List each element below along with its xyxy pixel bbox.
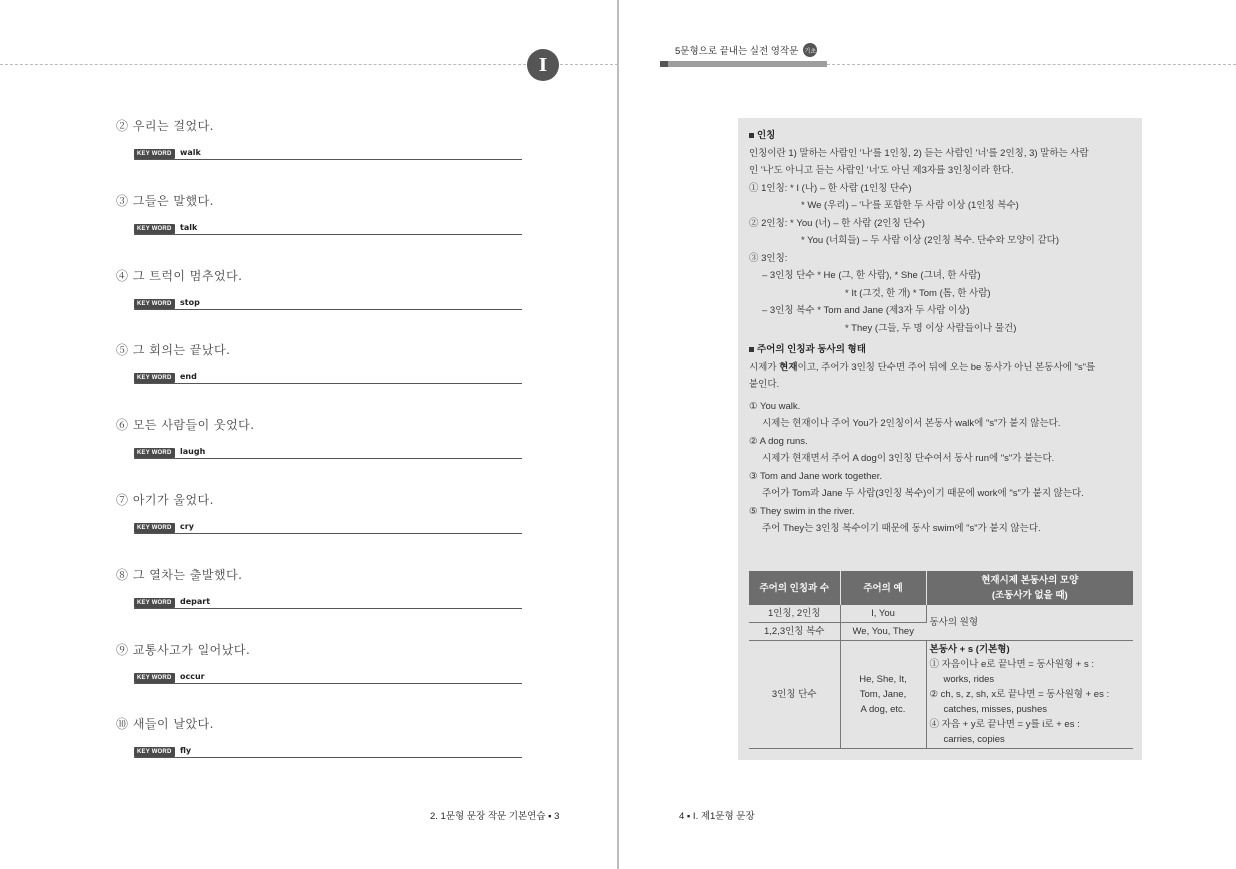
- person-line: * They (그들, 두 명 이상 사람들이나 물건): [845, 322, 1017, 334]
- exercise-item: [116, 715, 526, 756]
- paragraph-line: 시제가 현재이고, 주어가 3인칭 단수면 주어 뒤에 오는 be 동사가 아닌 본동사에 "s"를: [749, 361, 1096, 373]
- keyword: end: [180, 372, 197, 382]
- table-header: 현재시제 본동사의 모양 (조동사가 없을 때): [926, 571, 1133, 605]
- table-cell: 동사의 원형: [926, 605, 1133, 641]
- page-footer: 2. 1문형 문장 작문 기본연습 ▪ 3: [430, 811, 560, 822]
- table-cell: 1인칭, 2인칭: [749, 605, 840, 623]
- exercise-item: [116, 416, 526, 457]
- example-note: 시제는 현재이나 주어 You가 2인칭이서 본동사 walk에 "s"가 붙지 않는다.: [762, 418, 1061, 429]
- header-rule: [827, 64, 1236, 65]
- exercise-question: ⑥ 모든 사람들이 웃었다.: [116, 418, 255, 433]
- answer-line[interactable]: [134, 746, 522, 758]
- paragraph-line: 붙인다.: [749, 379, 780, 390]
- answer-line[interactable]: [134, 447, 522, 459]
- table-header-row: [749, 571, 1133, 605]
- example-sentence: ① You walk.: [749, 400, 801, 412]
- person-line: * We (우리) – '나'를 포함한 두 사람 이상 (1인칭 복수): [801, 200, 1019, 211]
- keyword-tag: KEY WORD: [134, 373, 175, 383]
- example-note: 시제가 현재면서 주어 A dog이 3인칭 단수여서 동사 run에 "s"가 붙는다.: [762, 453, 1055, 464]
- header-bar: [660, 61, 827, 67]
- paragraph-line: 인칭이란 1) 말하는 사람인 '나'를 1인칭, 2) 듣는 사람인 '너'를 2인칭, 3) 말하는 사람: [749, 147, 1089, 159]
- exercise-item: [116, 641, 526, 681]
- table-cell: 1,2,3인칭 복수: [749, 623, 840, 641]
- keyword: occur: [180, 671, 205, 681]
- person-line: – 3인칭 단수 * He (그, 한 사람), * She (그녀, 한 사람): [762, 270, 981, 281]
- exercise-question: ⑩ 새들이 날았다.: [116, 717, 214, 732]
- person-line: – 3인칭 복수 * Tom and Jane (제3자 두 사람 이상): [762, 305, 970, 316]
- answer-line[interactable]: [134, 148, 522, 160]
- grammar-box: [738, 118, 1142, 760]
- person-line: * It (그것, 한 개) * Tom (톰, 한 사람): [845, 287, 991, 299]
- answer-line[interactable]: [134, 597, 522, 609]
- header-bar-accent: [660, 61, 668, 67]
- keyword: talk: [180, 222, 198, 232]
- example-sentence: ⑤ They swim in the river.: [749, 505, 855, 517]
- exercise-question: ② 우리는 걸었다.: [116, 119, 214, 133]
- paragraph-line: 인 '나'도 아니고 듣는 사람인 '너'도 아닌 제3자를 3인칭이라 한다.: [749, 165, 1014, 176]
- table-cell: He, She, It, Tom, Jane, A dog, etc.: [840, 641, 926, 749]
- keyword: stop: [180, 297, 200, 307]
- keyword-tag: KEY WORD: [134, 747, 175, 757]
- keyword: walk: [180, 148, 201, 157]
- exercise-question: ⑧ 그 열차는 출발했다.: [116, 567, 243, 582]
- answer-line[interactable]: [134, 372, 522, 384]
- exercise-item: [116, 192, 526, 232]
- exercise-item: [116, 117, 526, 157]
- exercise-item: [116, 566, 526, 606]
- table-cell: 본동사 + s (기본형) ① 자음이나 e로 끝나면 = 동사원형 + s : works, rides ② ch, s, z, sh, x로 끝나면 = 동사원형 + es : catches, misses, pushes ④ 자음 + y로 끝나면 = y를 i로 + es : carries, copies: [926, 641, 1133, 749]
- section-heading: 인칭: [749, 127, 1132, 145]
- person-line: ① 1인칭: * I (나) – 한 사람 (1인칭 단수): [749, 182, 912, 194]
- answer-line[interactable]: [134, 522, 522, 534]
- example-sentence: ② A dog runs.: [749, 435, 808, 447]
- answer-line[interactable]: [134, 672, 522, 684]
- exercise-item: [116, 341, 526, 382]
- person-line: * You (너희들) – 두 사람 이상 (2인칭 복수. 단수와 모양이 같다): [801, 235, 1059, 246]
- example-note: 주어가 Tom과 Jane 두 사람(3인칭 복수)이기 때문에 work에 "s"가 붙지 않는다.: [762, 488, 1084, 499]
- exercise-question: ③ 그들은 말했다.: [116, 193, 214, 208]
- table-row: [749, 605, 1133, 623]
- exercise-question: ④ 그 트럭이 멈추었다.: [116, 268, 243, 283]
- table-header: 주어의 예: [840, 571, 926, 605]
- chapter-badge: I: [527, 49, 559, 81]
- table-cell: 3인칭 단수: [749, 641, 840, 749]
- exercise-question: ⑨ 교통사고가 일어났다.: [116, 642, 251, 657]
- table-header: 주어의 인칭과 수: [749, 571, 840, 605]
- keyword: laugh: [180, 447, 206, 457]
- book-title: 5문형으로 끝내는 실전 영작문: [675, 46, 799, 57]
- keyword-tag: KEY WORD: [134, 598, 175, 608]
- keyword-tag: KEY WORD: [134, 673, 175, 683]
- keyword-tag: KEY WORD: [134, 224, 175, 234]
- page-footer: 4 ▪ I. 제1문형 문장: [679, 811, 755, 822]
- verb-form-table: [749, 571, 1133, 749]
- square-bullet-icon: [749, 133, 754, 138]
- exercise-item: [116, 491, 526, 531]
- person-line: ③ 3인칭:: [749, 252, 788, 264]
- keyword: fly: [180, 746, 192, 756]
- keyword-tag: KEY WORD: [134, 523, 175, 533]
- keyword-tag: KEY WORD: [134, 299, 175, 309]
- table-cell: I, You: [840, 605, 926, 623]
- exercise-question: ⑤ 그 회의는 끝났다.: [116, 343, 231, 358]
- example-sentence: ③ Tom and Jane work together.: [749, 470, 882, 482]
- keyword-tag: KEY WORD: [134, 448, 175, 458]
- example-note: 주어 They는 3인칭 복수이기 때문에 동사 swim에 "s"가 붙지 않는다.: [762, 523, 1041, 534]
- keyword-tag: KEY WORD: [134, 149, 175, 159]
- header-rule: [0, 64, 526, 65]
- keyword: cry: [180, 522, 194, 531]
- level-badge: 기초: [803, 43, 817, 57]
- table-cell: We, You, They: [840, 623, 926, 641]
- square-bullet-icon: [749, 347, 754, 352]
- running-head: [675, 43, 817, 57]
- section-heading: 주어의 인칭과 동사의 형태: [749, 341, 1132, 359]
- keyword: depart: [180, 596, 211, 606]
- exercise-question: ⑦ 아기가 울었다.: [116, 493, 214, 507]
- right-page: [619, 0, 1236, 869]
- header-rule: [560, 64, 618, 65]
- table-row: [749, 641, 1133, 749]
- answer-line[interactable]: [134, 223, 522, 235]
- answer-line[interactable]: [134, 298, 522, 310]
- exercise-item: [116, 267, 526, 307]
- person-line: ② 2인칭: * You (너) – 한 사람 (2인칭 단수): [749, 217, 925, 229]
